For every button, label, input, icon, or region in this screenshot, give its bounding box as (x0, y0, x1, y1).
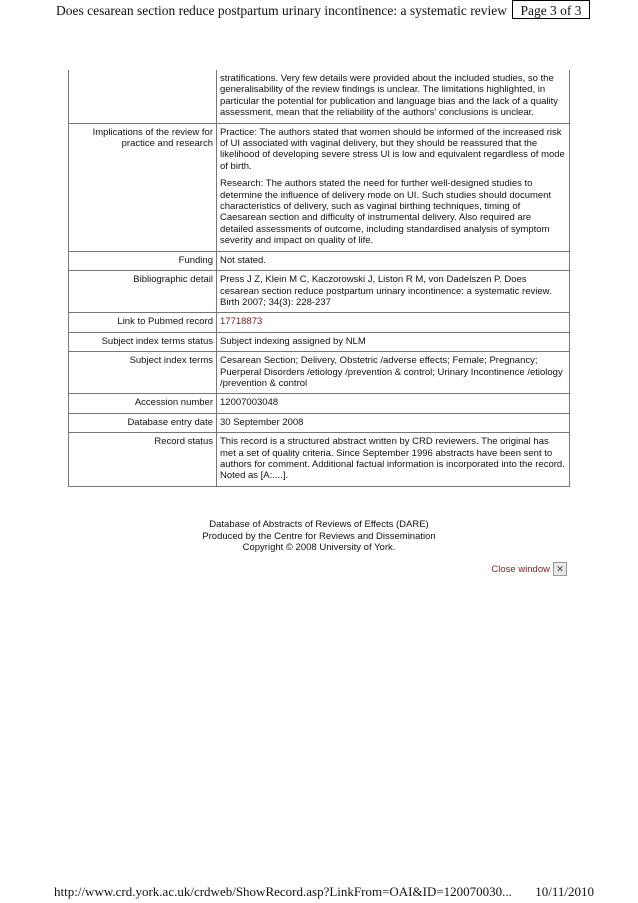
table-row (69, 251, 570, 270)
table-row (69, 271, 570, 313)
implications-practice: Practice: The authors stated that women should be informed of the increased risk of UI associated with vaginal delivery, but they should be reassured that the likelihood of developing severe stress UI is low and equivalent regardless of mode of birth. (220, 126, 565, 172)
print-date: 10/11/2010 (535, 884, 594, 899)
subject-terms-value: Cesarean Section; Delivery, Obstetric /adverse effects; Female; Pregnancy; Puerperal Disorders /etiology /prevention & control; Urinary Incontinence /etiology /prevention & control (217, 352, 570, 394)
pubmed-link[interactable]: 17718873 (220, 316, 263, 328)
footer-line-1: Database of Abstracts of Reviews of Effects (DARE) (209, 519, 429, 530)
funding-label: Funding (69, 251, 217, 270)
table-row (69, 433, 570, 487)
limitations-value: stratifications. Very few details were provided about the included studies, so the generalisability of the review findings is unclear. The limitations highlighted, in particular the potential for publication and language bias and the lack of a quality assessment, mean that the reliability of the authors' conclusions is unclear. (217, 70, 570, 123)
table-row (69, 352, 570, 394)
record-status-value: This record is a structured abstract written by CRD reviewers. The original has met a set of quality criteria. Since September 1996 abstracts have been sent to authors for comment. Additional factual information is incorporated into the record. Noted as [A:....]. (217, 433, 570, 487)
subject-status-value: Subject indexing assigned by NLM (217, 332, 570, 351)
biblio-label: Bibliographic detail (69, 271, 217, 313)
funding-value: Not stated. (217, 251, 570, 270)
footer-line-2: Produced by the Centre for Reviews and Dissemination (202, 530, 436, 542)
subject-status-label: Subject index terms status (69, 332, 217, 351)
implications-label: Implications of the review for practice and research (69, 123, 217, 251)
print-header (0, 0, 638, 22)
record-table (68, 70, 570, 487)
table-row (69, 313, 570, 332)
dare-footer (68, 519, 570, 554)
record-status-label: Record status (69, 433, 217, 487)
row-label (69, 70, 217, 123)
close-window-label: Close window (491, 563, 550, 575)
biblio-value: Press J Z, Klein M C, Kaczorowski J, Liston R M, von Dadelszen P. Does cesarean section reduce postpartum urinary incontinence: a systematic review. Birth 2007; 34(3): 228-237 (217, 271, 570, 313)
table-row (69, 413, 570, 432)
pubmed-cell (217, 313, 570, 332)
footer-copyright: Copyright © 2008 University of York. (242, 542, 396, 554)
implications-value (217, 123, 570, 251)
accession-label: Accession number (69, 394, 217, 413)
implications-research: Research: The authors stated the need for further well-designed studies to determine the influence of delivery mode on UI. Such studies should document characteristics of delivery, such as vaginal birthing techniques, timing of Caesarean section and difficulty of instrumental delivery. Also required are detailed assessments of outcome, including standardised analysis of symptom severity and impact on quality of life. (220, 178, 552, 247)
page-number: Page 3 of 3 (512, 0, 590, 19)
close-window-link[interactable] (491, 562, 567, 576)
table-row (69, 332, 570, 351)
document-title: Does cesarean section reduce postpartum urinary incontinence: a systematic review (56, 3, 507, 18)
print-footer (54, 884, 594, 900)
close-icon[interactable]: ✕ (553, 562, 567, 576)
table-row (69, 123, 570, 251)
page-url: http://www.crd.york.ac.uk/crdweb/ShowRecord.asp?LinkFrom=OAI&ID=120070030... (54, 884, 512, 899)
accession-value: 12007003048 (217, 394, 570, 413)
pubmed-label: Link to Pubmed record (69, 313, 217, 332)
entry-date-value: 30 September 2008 (217, 413, 570, 432)
table-row (69, 394, 570, 413)
table-row (69, 70, 570, 123)
entry-date-label: Database entry date (69, 413, 217, 432)
subject-terms-label: Subject index terms (69, 352, 217, 394)
